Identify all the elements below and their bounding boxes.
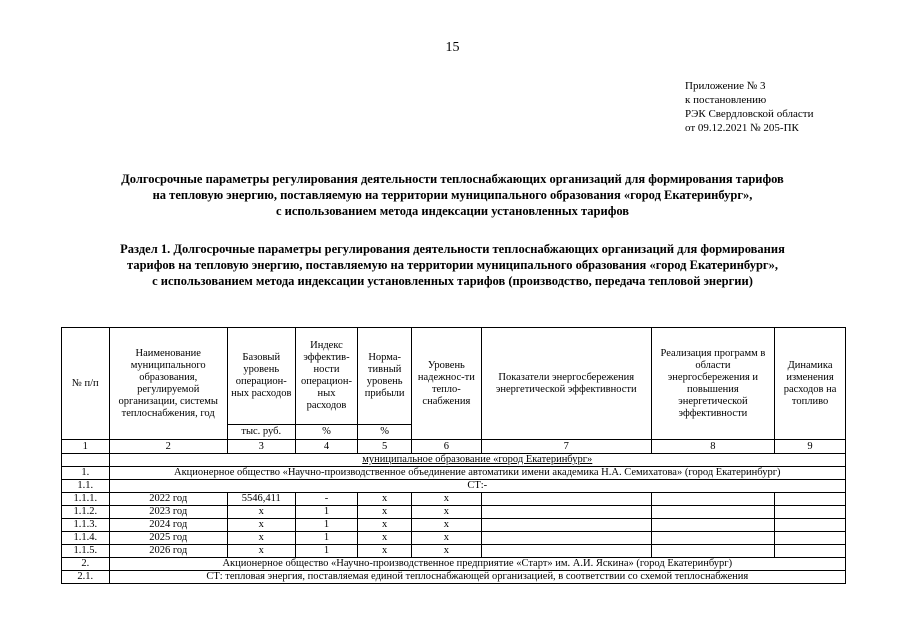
document-title-line: на тепловую энергию, поставляемую на территории муниципального образования «город Екатеринбург»,	[152, 188, 753, 202]
row-energy-indicators	[481, 506, 651, 519]
system-row	[62, 571, 846, 584]
system-row	[62, 480, 846, 493]
column-number: 4	[295, 440, 358, 454]
row-programs	[651, 493, 774, 506]
appendix-line: от 09.12.2021 № 205-ПК	[685, 122, 799, 134]
table-row	[62, 532, 846, 545]
row-year: 2022 год	[109, 493, 227, 506]
unit-normative-profit: %	[358, 425, 412, 440]
column-number: 2	[109, 440, 227, 454]
row-fuel-dynamics	[775, 532, 846, 545]
org-name: Акционерное общество «Научно-производственное предприятие «Старт» им. А.И. Яскина» (город Екатеринбург)	[109, 558, 845, 571]
org-num: 1.	[62, 467, 110, 480]
row-reliability: х	[411, 532, 481, 545]
header-efficiency-index: Индекс эффектив-ности операцион-ных расходов	[295, 328, 358, 425]
row-base-level: х	[227, 545, 295, 558]
section-title	[40, 241, 865, 289]
unit-efficiency-index: %	[295, 425, 358, 440]
row-num: 1.1.1.	[62, 493, 110, 506]
row-reliability: х	[411, 519, 481, 532]
table-row	[62, 506, 846, 519]
column-number: 8	[651, 440, 774, 454]
row-num: 1.1.5.	[62, 545, 110, 558]
column-number: 9	[775, 440, 846, 454]
row-energy-indicators	[481, 532, 651, 545]
table-row	[62, 545, 846, 558]
row-year: 2025 год	[109, 532, 227, 545]
header-fuel-dynamics: Динамика изменения расходов на топливо	[775, 328, 846, 440]
row-num: 1.1.4.	[62, 532, 110, 545]
organization-row	[62, 558, 846, 571]
header-energy-indicators: Показатели энергосбережения энергетической эффективности	[481, 328, 651, 440]
table-row	[62, 519, 846, 532]
row-efficiency-index: -	[295, 493, 358, 506]
row-programs	[651, 519, 774, 532]
row-num: 1.1.2.	[62, 506, 110, 519]
row-reliability: х	[411, 493, 481, 506]
row-programs	[651, 532, 774, 545]
row-base-level: х	[227, 532, 295, 545]
appendix-line: Приложение № 3	[685, 80, 766, 92]
header-reliability: Уровень надежнос-ти тепло-снабжения	[411, 328, 481, 440]
system-num: 2.1.	[62, 571, 110, 584]
column-number: 6	[411, 440, 481, 454]
row-efficiency-index: 1	[295, 532, 358, 545]
header-num: № п/п	[62, 328, 110, 440]
appendix-block	[685, 79, 813, 135]
document-title-line: Долгосрочные параметры регулирования деятельности теплоснабжающих организаций для формирования тарифов	[121, 172, 784, 186]
row-efficiency-index: 1	[295, 506, 358, 519]
row-normative-profit: х	[358, 519, 412, 532]
row-year: 2026 год	[109, 545, 227, 558]
system-name: СТ: тепловая энергия, поставляемая единой теплоснабжающей организацией, в соответствии со схемой теплоснабжения	[109, 571, 845, 584]
row-energy-indicators	[481, 493, 651, 506]
row-normative-profit: х	[358, 506, 412, 519]
header-base-level: Базовый уровень операцион-ных расходов	[227, 328, 295, 425]
unit-base-level: тыс. руб.	[227, 425, 295, 440]
row-fuel-dynamics	[775, 506, 846, 519]
row-efficiency-index: 1	[295, 519, 358, 532]
header-programs: Реализация программ в области энергосбережения и повышения энергетической эффективности	[651, 328, 774, 440]
org-name: Акционерное общество «Научно-производственное объединение автоматики имени академика Н.А. Семихатова» (город Екатеринбург)	[109, 467, 845, 480]
page-number: 15	[445, 40, 460, 55]
column-number: 1	[62, 440, 110, 454]
appendix-line: РЭК Свердловской области	[685, 108, 814, 120]
system-name: СТ:-	[109, 480, 845, 493]
header-name: Наименование муниципального образования, регулируемой организации, системы теплоснабжения, год	[109, 328, 227, 440]
row-year: 2023 год	[109, 506, 227, 519]
column-number: 5	[358, 440, 412, 454]
row-energy-indicators	[481, 519, 651, 532]
row-fuel-dynamics	[775, 519, 846, 532]
system-num: 1.1.	[62, 480, 110, 493]
row-num: 1.1.3.	[62, 519, 110, 532]
row-efficiency-index: 1	[295, 545, 358, 558]
row-normative-profit: х	[358, 545, 412, 558]
org-num: 2.	[62, 558, 110, 571]
section-label: муниципальное образование «город Екатеринбург»	[109, 454, 845, 467]
row-normative-profit: х	[358, 493, 412, 506]
section-row	[62, 454, 846, 467]
row-base-level: 5546,411	[227, 493, 295, 506]
row-base-level: х	[227, 519, 295, 532]
header-normative-profit: Норма-тивный уровень прибыли	[358, 328, 412, 425]
section-title-line: с использованием метода индексации установленных тарифов (производство, передача тепловой энергии)	[152, 274, 753, 288]
organization-row	[62, 467, 846, 480]
section-title-line: тарифов на тепловую энергию, поставляемую на территории муниципального образования «город Екатеринбург»,	[127, 258, 778, 272]
row-year: 2024 год	[109, 519, 227, 532]
table-row	[62, 493, 846, 506]
row-fuel-dynamics	[775, 493, 846, 506]
section-title-line: Раздел 1. Долгосрочные параметры регулирования деятельности теплоснабжающих организаций для формирования	[120, 242, 785, 256]
row-programs	[651, 545, 774, 558]
row-reliability: х	[411, 506, 481, 519]
row-programs	[651, 506, 774, 519]
column-number: 7	[481, 440, 651, 454]
row-base-level: х	[227, 506, 295, 519]
column-number: 3	[227, 440, 295, 454]
document-title-line: с использованием метода индексации установленных тарифов	[275, 204, 630, 218]
row-fuel-dynamics	[775, 545, 846, 558]
appendix-line: к постановлению	[685, 94, 767, 106]
row-energy-indicators	[481, 545, 651, 558]
document-title	[40, 171, 865, 219]
row-normative-profit: х	[358, 532, 412, 545]
row-reliability: х	[411, 545, 481, 558]
parameters-table	[61, 327, 846, 584]
